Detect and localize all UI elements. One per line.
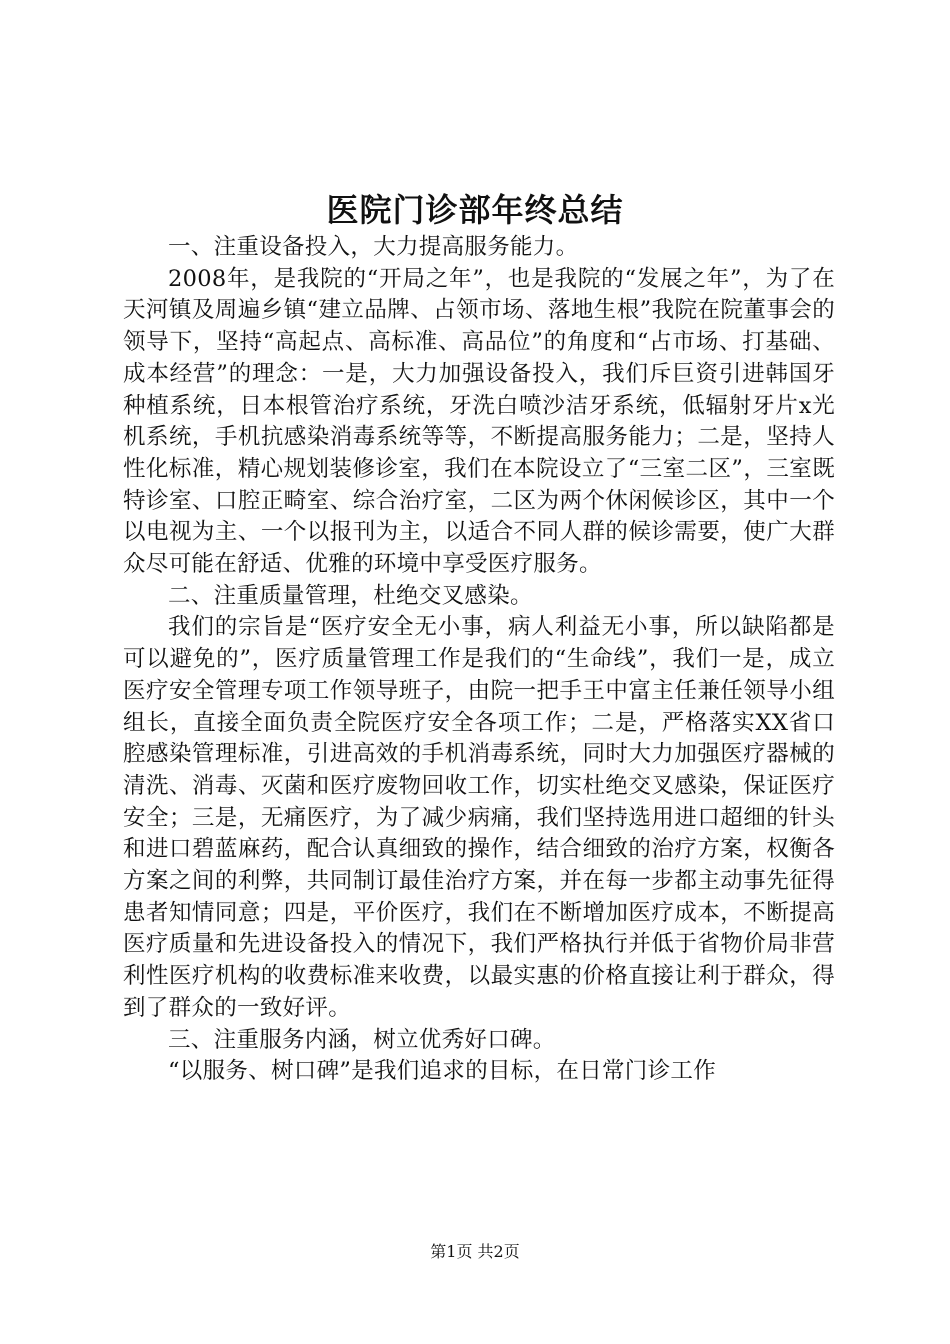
section-heading-3: 三、注重服务内涵，树立优秀好口碑。 <box>168 1026 556 1053</box>
section-heading-1: 一、注重设备投入，大力提高服务能力。 <box>168 234 579 260</box>
document-title: 医院门诊部年终总结 <box>326 191 624 229</box>
body-paragraph: 2008年，是我院的“开局之年”，也是我院的“发展之年”，为了在天河镇及周遍乡镇“建立品牌、占领市场、落地生根”我院在院董事会的领导下，坚持“高起点、高标准、高品位”的角度和“占市场、打基础、成本经营”的理念：一是，大力加强设备投入，我们斥巨资引进韩国牙种植系统，日本根管治疗系统，牙洗白喷沙洁牙系统，低辐射牙片x光机系统，手机抗感染消毒系统等等，不断提高服务能力；二是，坚持人性化标准，精心规划装修诊室，我们在本院设立了“三室二区”，三室既特诊室、口腔正畸室、综合治疗室，二区为两个休闲候诊区，其中一个以电视为主、一个以报刊为主，以适合不同人群的候诊需要，使广大群众尽可能在舒适、优雅的环境中享受医疗服务。 <box>123 265 835 578</box>
document-body <box>123 232 835 1088</box>
body-paragraph: “以服务、树口碑”是我们追求的目标，在日常门诊工作 <box>168 1058 717 1085</box>
section-heading-2: 二、注重质量管理，杜绝交叉感染。 <box>168 582 533 609</box>
body-paragraph: 我们的宗旨是“医疗安全无小事，病人利益无小事，所以缺陷都是可以避免的”，医疗质量管理工作是我们的“生命线”，我们一是，成立医疗安全管理专项工作领导班子，由院一把手王中富主任兼任领导小组组长，直接全面负责全院医疗安全各项工作；二是，严格落实XX省口腔感染管理标准，引进高效的手机消毒系统，同时大力加强医疗器械的清洗、消毒、灭菌和医疗废物回收工作，切实杜绝交叉感染，保证医疗安全；三是，无痛医疗，为了减少病痛，我们坚持选用进口超细的针头和进口碧蓝麻药，配合认真细致的操作，结合细致的治疗方案，权衡各方案之间的利弊，共同制订最佳治疗方案，并在每一步都主动事先征得患者知情同意；四是，平价医疗，我们在不断增加医疗成本，不断提高医疗质量和先进设备投入的情况下，我们严格执行并低于省物价局非营利性医疗机构的收费标准来收费，以最实惠的价格直接让利于群众，得到了群众的一致好评。 <box>123 614 835 1021</box>
page-footer: 第1页 共2页 <box>430 1242 520 1261</box>
